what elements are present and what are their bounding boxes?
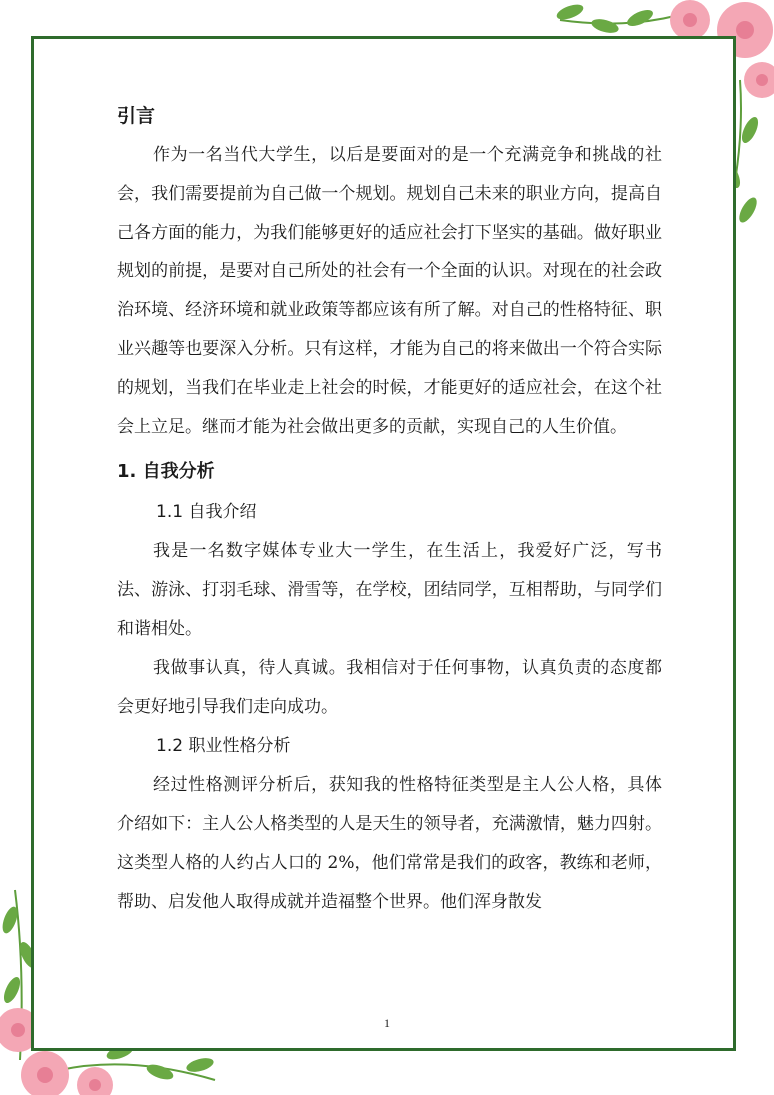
document-body: [117, 96, 662, 922]
subsection-1-2-title: 1.2 职业性格分析: [156, 736, 291, 757]
page-number: 1: [384, 1016, 390, 1030]
subsection-1-2-paragraph-1: 经过性格测评分析后，获知我的性格特征类型是主人公人格，具体介绍如下：主人公人格类型的人是天生的领导者，充满激情，魅力四射。这类型人格的人约占人口的 2%，他们常常是我们的政客，教练和老师，帮助、启发他人取得成就并造福整个世界。他们浑身散发: [117, 775, 662, 912]
intro-paragraph: 作为一名当代大学生，以后是要面对的是一个充满竞争和挑战的社会，我们需要提前为自己做一个规划。规划自己未来的职业方向，提高自己各方面的能力，为我们能够更好的适应社会打下坚实的基础。做好职业规划的前提，是要对自己所处的社会有一个全面的认识。对现在的社会政治环境、经济环境和就业政策等都应该有所了解。对自己的性格特征、职业兴趣等也要深入分析。只有这样，才能为自己的将来做出一个符合实际的规划，当我们在毕业走上社会的时候，才能更好的适应社会，在这个社会上立足。继而才能为社会做出更多的贡献，实现自己的人生价值。: [117, 145, 662, 437]
subsection-1-1-paragraph-1: 我是一名数字媒体专业大一学生，在生活上，我爱好广泛，写书法、游泳、打羽毛球、滑雪等，在学校，团结同学，互相帮助，与同学们和谐相处。: [117, 541, 662, 639]
section-1-title: 1. 自我分析: [117, 461, 215, 483]
subsection-1-1-title: 1.1 自我介绍: [156, 502, 257, 523]
subsection-1-1-paragraph-2: 我做事认真，待人真诚。我相信对于任何事物，认真负责的态度都会更好地引导我们走向成功。: [117, 657, 662, 717]
heading-intro: 引言: [117, 105, 156, 127]
